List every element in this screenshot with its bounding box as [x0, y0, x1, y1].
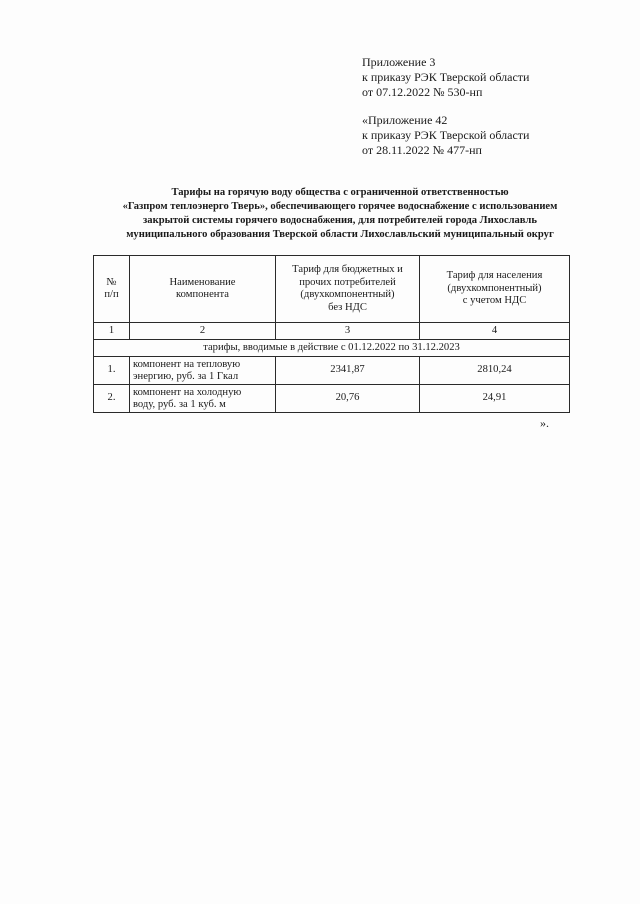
appendix-header-previous: [362, 113, 612, 158]
document-title: [60, 186, 620, 242]
header-cell-component-name: [130, 256, 276, 323]
table-row: [94, 357, 570, 385]
title-line: закрытой системы горячего водоснабжения, для потребителей города Лихославль: [143, 215, 537, 226]
component-name-text: энергию, руб. за 1 Гкал: [133, 370, 239, 382]
appendix-line: Приложение 3: [362, 55, 436, 69]
title-line: Тарифы на горячую воду общества с ограниченной ответственностью: [171, 187, 509, 198]
title-line: «Газпром теплоэнерго Тверь», обеспечивающего горячее водоснабжение с использованием: [122, 201, 558, 212]
column-index-cell: 1: [94, 323, 130, 340]
header-text: прочих потребителей: [299, 276, 396, 288]
header-text: с учетом НДС: [462, 295, 527, 307]
header-text: Наименование: [169, 276, 236, 288]
appendix-line: от 07.12.2022 № 530-нп: [362, 85, 483, 99]
row-number-cell: 1.: [94, 357, 130, 385]
component-name-text: компонент на тепловую: [133, 358, 241, 370]
column-index-cell: 3: [276, 323, 420, 340]
header-text: без НДС: [328, 301, 367, 313]
title-line: муниципального образования Тверской области Лихославльский муниципальный округ: [126, 229, 554, 240]
header-text: п/п: [104, 289, 119, 300]
table-header-row: [94, 256, 570, 323]
closing-quote-mark: ».: [540, 416, 549, 430]
column-index-row: [94, 323, 570, 340]
budget-tariff-cell: 20,76: [276, 385, 420, 413]
header-text: Тариф для бюджетных и: [292, 264, 403, 275]
header-text: №: [106, 276, 117, 288]
appendix-line: от 28.11.2022 № 477-нп: [362, 143, 482, 157]
table-row: [94, 385, 570, 413]
column-index-cell: 2: [130, 323, 276, 340]
appendix-line: «Приложение 42: [362, 113, 448, 127]
row-number-cell: 2.: [94, 385, 130, 413]
header-text: Тариф для населения: [446, 270, 543, 282]
header-cell-number: [94, 256, 130, 323]
header-cell-budget-tariff: [276, 256, 420, 323]
appendix-line: к приказу РЭК Тверской области: [362, 70, 530, 84]
header-cell-population-tariff: [420, 256, 570, 323]
population-tariff-cell: 2810,24: [420, 357, 570, 385]
period-cell: тарифы, вводимые в действие с 01.12.2022 по 31.12.2023: [94, 340, 570, 357]
component-name-cell: [130, 385, 276, 413]
header-text: (двухкомпонентный): [300, 289, 395, 300]
component-name-text: воду, руб. за 1 куб. м: [133, 398, 226, 410]
tariff-table: [93, 255, 570, 413]
header-text: компонента: [176, 289, 229, 300]
appendix-line: к приказу РЭК Тверской области: [362, 128, 530, 142]
component-name-text: компонент на холодную: [133, 386, 242, 398]
appendix-header-current: [362, 55, 612, 100]
component-name-cell: [130, 357, 276, 385]
period-row: [94, 340, 570, 357]
budget-tariff-cell: 2341,87: [276, 357, 420, 385]
header-text: (двухкомпонентный): [447, 282, 542, 294]
column-index-cell: 4: [420, 323, 570, 340]
population-tariff-cell: 24,91: [420, 385, 570, 413]
